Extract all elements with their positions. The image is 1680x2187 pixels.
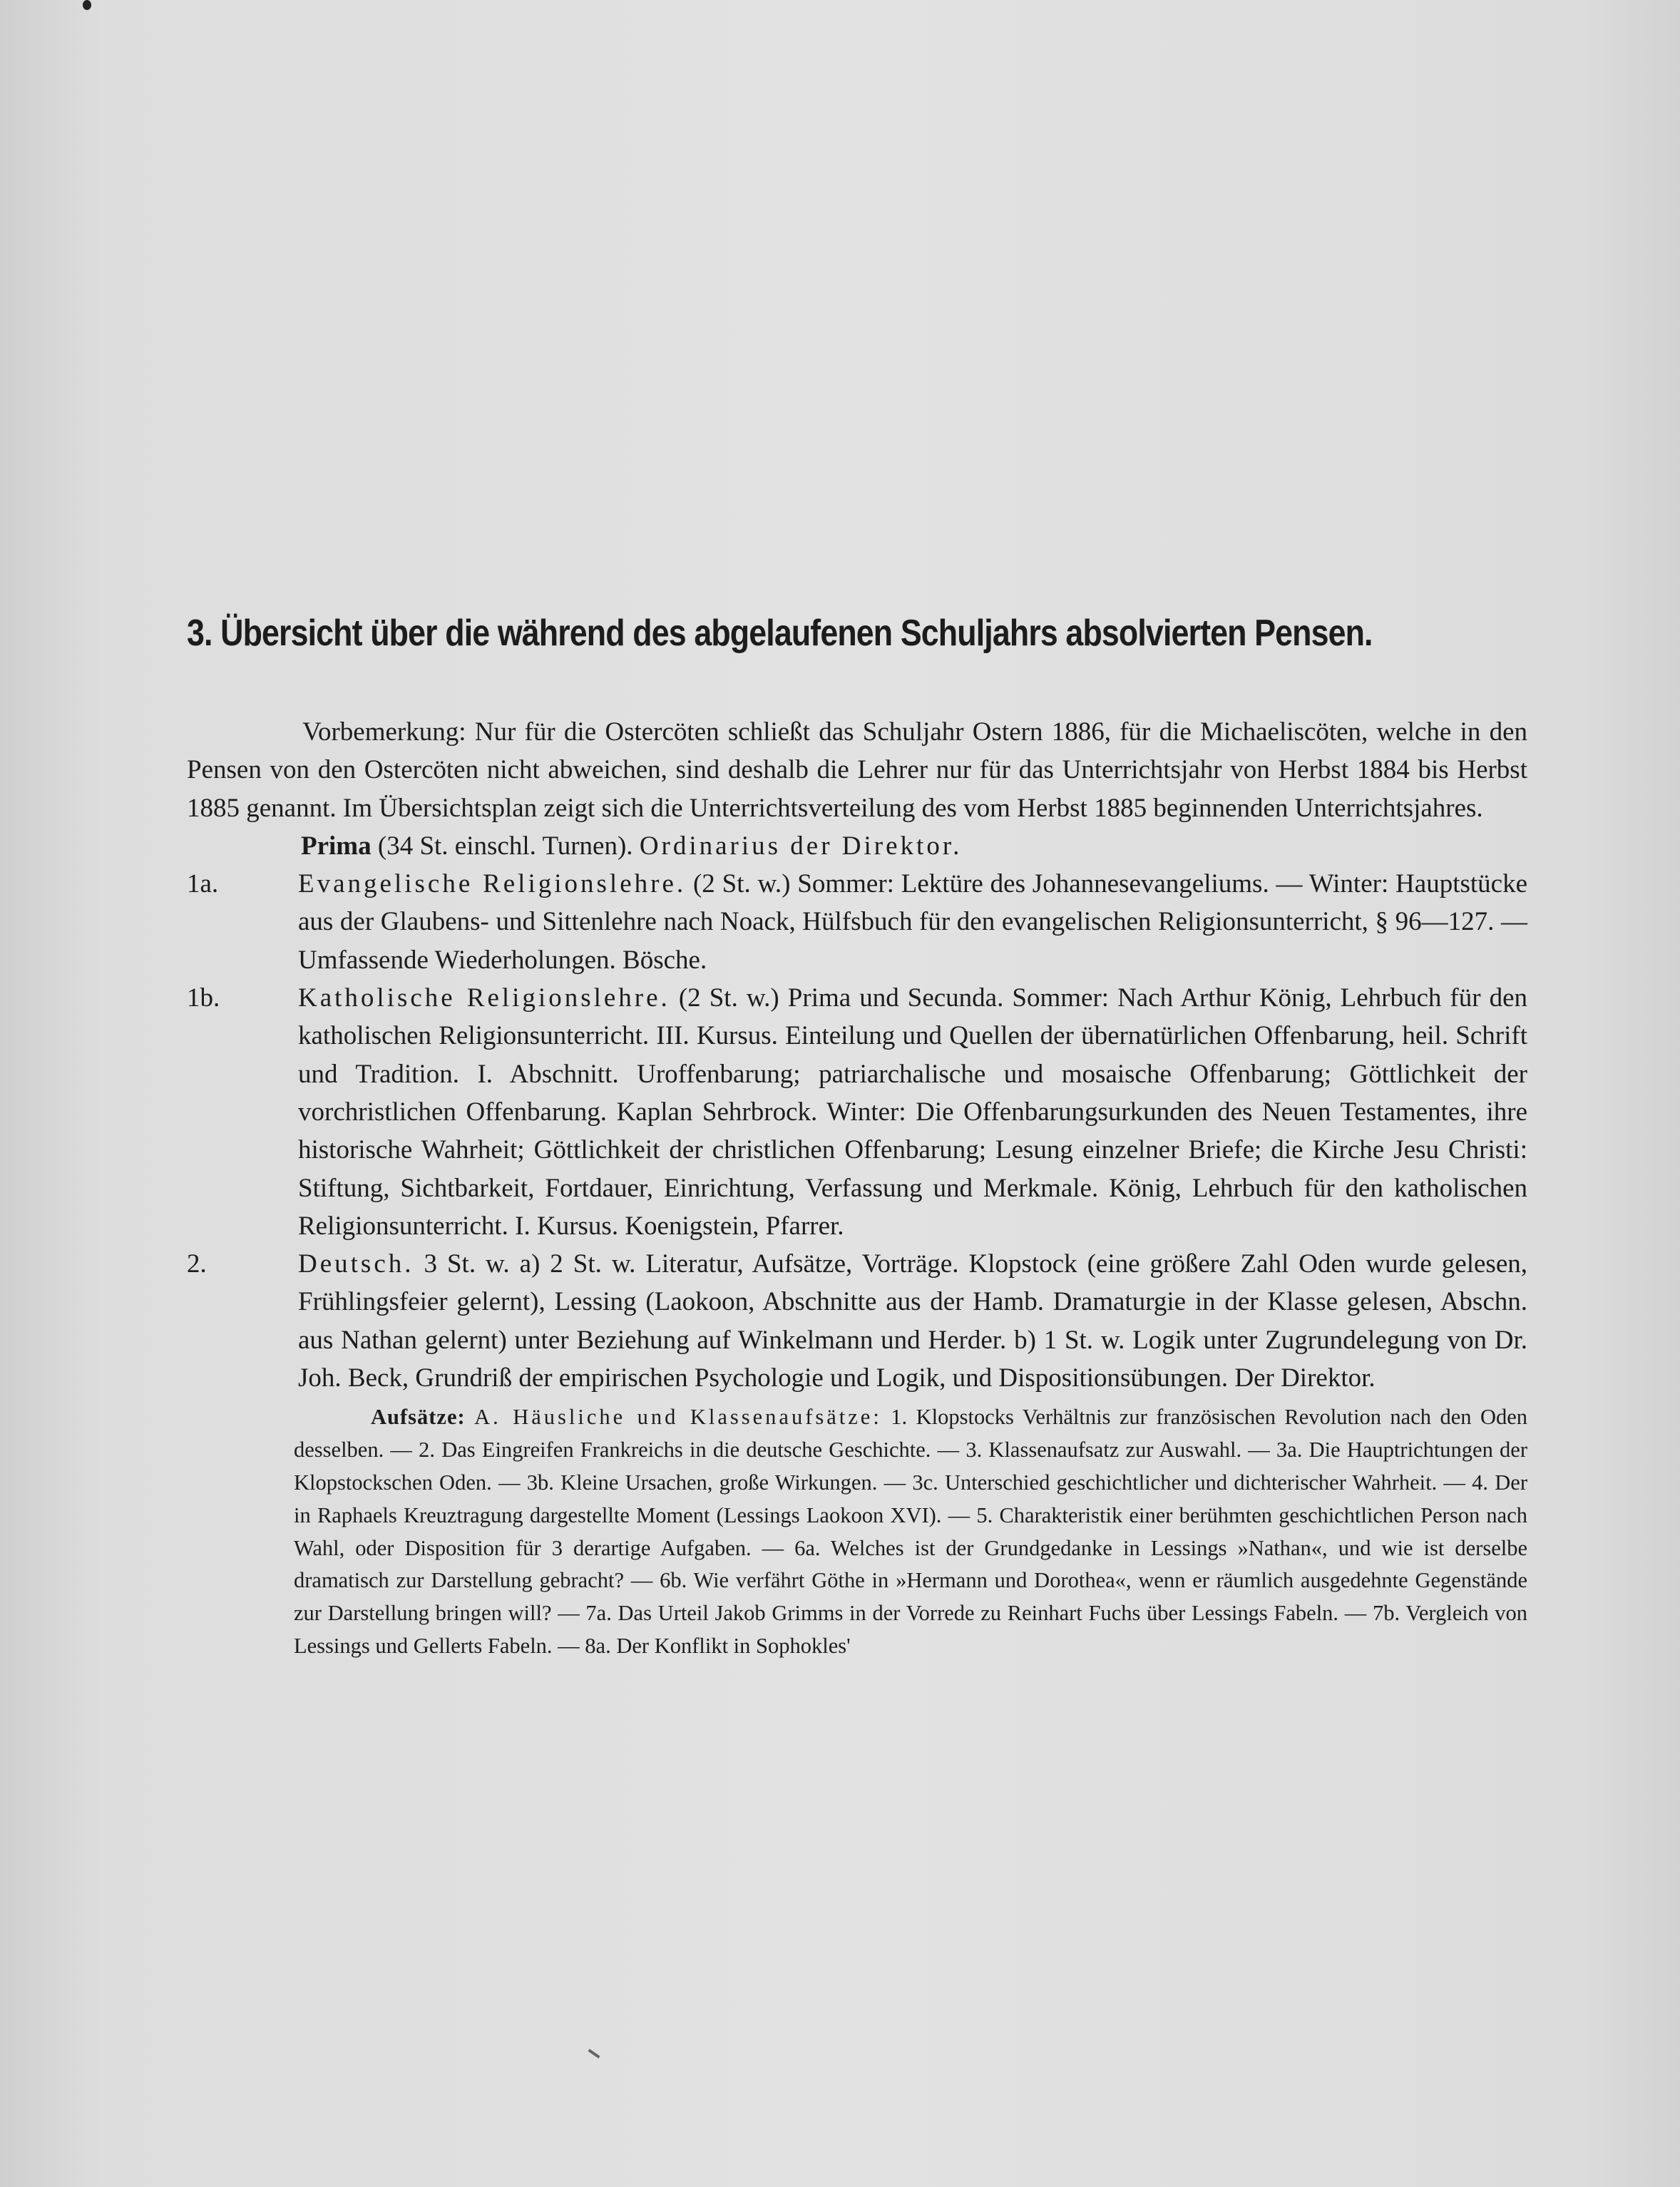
aufsaetze-sublabel: A. Häusliche und Klassenaufsätze: <box>474 1405 882 1430</box>
prima-label: Prima <box>301 831 372 861</box>
prima-line <box>187 827 1527 865</box>
section-body <box>187 713 1527 1663</box>
section-heading: 3. Übersicht über die während des abgelaufenen Schuljahrs absolvierten Pensen. <box>187 613 1373 654</box>
vorbemerkung-text: Nur für die Ostercöten schließt das Schuljahr Ostern 1886, für die Michaeliscöten, welche in den Pensen von den Ostercöten nicht abweichen, sind deshalb die Lehrer nur für das Unterrichtsjahr von Herbst 1884 bis Herbst 1885 genannt. Im Übersichtsplan zeigt sich die Unterrichtsverteilung des vom Herbst 1885 beginnenden Unterrichtsjahres. <box>187 717 1527 823</box>
aufsaetze-text: 1. Klopstocks Verhältnis zur französischen Revolution nach den Oden desselben. — 2. Das Eingreifen Frankreichs in die deutsche Geschichte. — 3. Klassenaufsatz zur Auswahl. — 3a. Die Hauptrichtungen der Klopstockschen Oden. — 3b. Kleine Ursachen, große Wirkungen. — 3c. Unterschied geschichtlicher und dichterischer Wahrheit. — 4. Der in Raphaels Kreuztragung dargestellte Moment (Lessings Laokoon XVI). — 5. Charakteristik einer berühmten geschichtlichen Person nach Wahl, oder Disposition für 3 derartige Aufgaben. — 6a. Welches ist der Grundgedanke in Lessings »Nathan«, und wie ist derselbe dramatisch zur Darstellung gebracht? — 6b. Wie verfährt Göthe in »Hermann und Dorothea«, wenn er räumlich ausgedehnte Gegenstände zur Darstellung bringen will? — 7a. Das Urteil Jakob Grimms in der Vorrede zu Reinhart Fuchs über Lessings Fabeln. — 7b. Vergleich von Lessings und Gellerts Fabeln. — 8a. Der Konflikt in Sophokles' <box>294 1405 1528 1658</box>
item-subject: Deutsch. <box>298 1249 414 1279</box>
item-text: 3 St. w. a) 2 St. w. Literatur, Aufsätze, Vorträge. Klopstock (eine größere Zahl Oden wurde gelesen, Frühlingsfeier gelernt), Lessing (Laokoon, Abschnitte aus der Hamb. Dramaturgie in der Klasse gelesen, Abschn. aus Nathan gelernt) unter Beziehung auf Winkelmann und Herder. b) 1 St. w. Logik unter Zugrundelegung von Dr. Joh. Beck, Grundriß der empirischen Psychologie und Logik, und Dispositionsübungen. Der Direktor. <box>298 1249 1527 1393</box>
item-subject: Katholische Religionslehre. <box>298 983 670 1013</box>
item-text: (2 St. w.) Prima und Secunda. Sommer: Nach Arthur König, Lehrbuch für den katholischen Religionsunterricht. III. Kursus. Einteilung und Quellen der übernatürlichen Offenbarung, heil. Schrift und Tradition. I. Abschnitt. Uroffenbarung; patriarchalische und mosaische Offenbarung; Göttlichkeit der vorchristlichen Offenbarung. Kaplan Sehrbrock. Winter: Die Offenbarungsurkunden des Neuen Testamentes, ihre historische Wahrheit; Göttlichkeit der christlichen Offenbarung; Lesung einzelner Briefe; die Kirche Jesu Christi: Stiftung, Sichtbarkeit, Fortdauer, Einrichtung, Verfassung und Merkmale. König, Lehrbuch für den katholischen Religionsunterricht. I. Kursus. Koenigstein, Pfarrer. <box>298 983 1528 1241</box>
list-item <box>187 865 1527 979</box>
vorbemerkung-paragraph <box>187 713 1527 827</box>
item-text: (2 St. w.) Sommer: Lektüre des Johannesevangeliums. — Winter: Hauptstücke aus der Glaubens- und Sittenlehre nach Noack, Hülfsbuch für den evangelischen Religionsunterricht, § 96—127. — Umfassende Wiederholungen. Bösche. <box>298 869 1528 975</box>
item-subject: Evangelische Religionslehre. <box>298 869 687 899</box>
aufsaetze-paragraph <box>294 1401 1527 1662</box>
list-item <box>187 1245 1527 1397</box>
list-item <box>187 979 1527 1245</box>
item-number: 2. <box>187 1249 207 1279</box>
item-number: 1a. <box>187 869 219 899</box>
item-number: 1b. <box>187 983 220 1013</box>
vorbemerkung-label: Vorbemerkung: <box>302 717 466 747</box>
scan-speck <box>83 0 91 10</box>
prima-ordinarius: Ordinarius der Direktor. <box>639 831 963 861</box>
aufsaetze-label: Aufsätze: <box>371 1405 466 1430</box>
scan-speck <box>588 2049 600 2059</box>
prima-hours: (34 St. einschl. Turnen). <box>377 831 633 861</box>
